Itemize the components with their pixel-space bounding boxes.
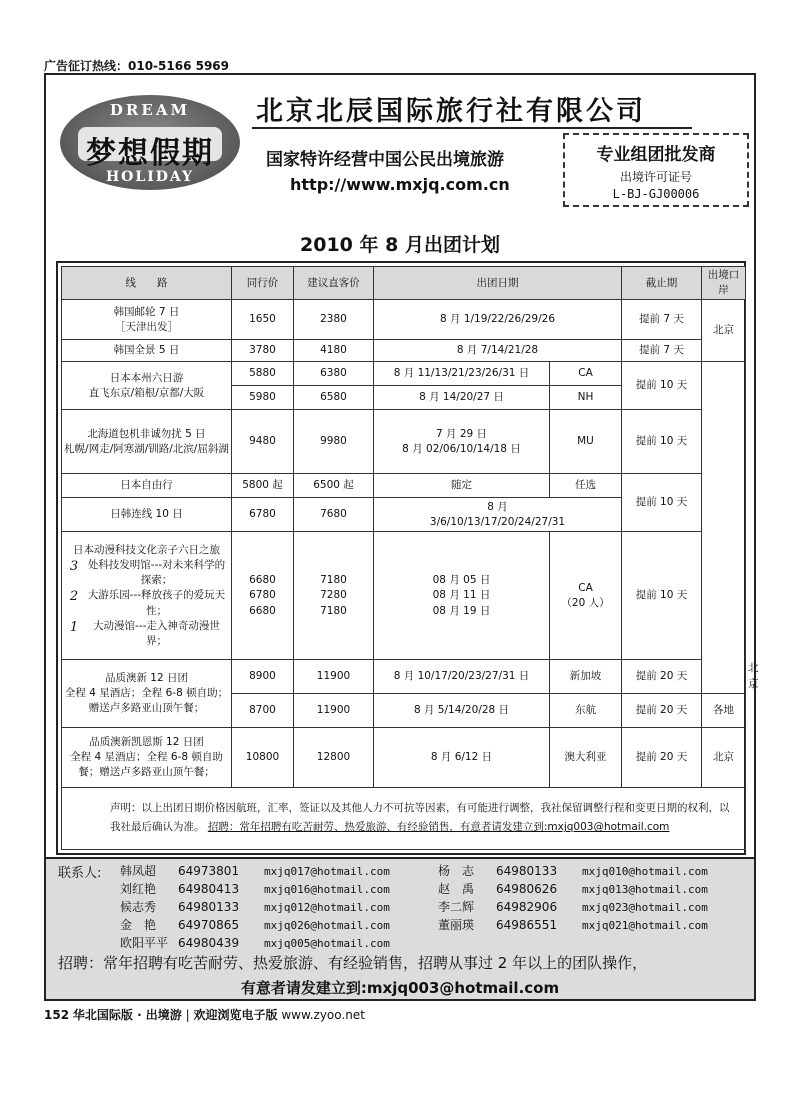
logo-chinese-text: 梦想假期 <box>86 136 214 171</box>
contact-entry <box>438 916 708 933</box>
table-row <box>62 410 746 474</box>
deadline: 提前 20 天 <box>622 693 702 727</box>
airline: CA <box>550 362 622 386</box>
airline: NH <box>550 386 622 410</box>
deadline: 提前 20 天 <box>622 727 702 787</box>
footer-promo: 欢迎浏览电子版 <box>193 1008 278 1022</box>
dream-holiday-logo <box>60 95 240 190</box>
trade-price: 5800 起 <box>232 474 294 498</box>
notice-text: 声明：以上出团日期价格因航班，汇率，签证以及其他人力不可抗等因素，有可能进行调整，我社保留调整行程和变更日期的权利，以我社最后确认为准。 <box>110 801 730 834</box>
contact-phone: 64980626 <box>496 882 558 896</box>
retail-price: 6580 <box>294 386 374 410</box>
license-label: 出境许可证号 <box>619 170 692 184</box>
contact-name: 候志秀 <box>120 900 157 914</box>
deadline: 提前 10 天 <box>622 362 702 410</box>
ad-hotline: 广告征订热线：010-5166 5969 <box>44 59 230 73</box>
list-item <box>64 558 229 588</box>
schedule-table <box>61 266 759 850</box>
contact-name: 欧阳平平 <box>120 936 169 950</box>
retail-price: 6500 起 <box>294 474 374 498</box>
table-row <box>62 300 746 340</box>
contact-email[interactable]: mxjq026@hotmail.com <box>264 919 390 932</box>
contact-name: 杨 志 <box>438 864 475 878</box>
route-cell: 日本本州六日游 直飞东京/箱根/京都/大阪 <box>62 362 232 410</box>
item-text: 大游乐园---释放孩子的爱玩天性； <box>87 589 226 617</box>
airline: CA （20 人） <box>550 532 622 660</box>
contact-phone: 64982906 <box>496 900 558 914</box>
license-box <box>563 133 749 207</box>
trade-price: 5980 <box>232 386 294 410</box>
route-cell: 北海道包机非诚勿扰 5 日 札幌/网走/阿寒湖/钏路/北滨/屈斜湖 <box>62 410 232 474</box>
table-row <box>62 340 746 362</box>
contact-phone: 64970865 <box>178 918 240 932</box>
exit-port: 各地 <box>702 693 746 727</box>
col-departure-date: 出团日期 <box>374 267 622 300</box>
deadline: 提前 10 天 <box>622 474 702 532</box>
retail-price: 11900 <box>294 693 374 727</box>
item-number: 3 <box>69 558 79 574</box>
departure-date: 8 月 14/20/27 日 <box>374 386 550 410</box>
contact-email[interactable]: mxjq005@hotmail.com <box>264 937 390 950</box>
retail-price: 4180 <box>294 340 374 362</box>
contact-entry <box>120 880 390 897</box>
contact-entry <box>438 898 708 915</box>
contact-entry <box>120 862 390 879</box>
contacts-section <box>46 857 754 999</box>
page-number: 152 <box>44 1008 70 1022</box>
route-title: 日本动漫科技文化亲子六日之旅 <box>73 543 220 556</box>
license-number: L-BJ-GJ00006 <box>612 187 700 201</box>
contact-name: 董丽瑛 <box>438 918 475 932</box>
footer-url[interactable]: www.zyoo.net <box>281 1008 365 1022</box>
departure-date: 8 月 1/19/22/26/29/26 <box>374 300 622 340</box>
route-cell: 品质澳新凯恩斯 12 日团 全程 4 星酒店；全程 6-8 顿自助餐；赠送卢多路亚山顶午餐； <box>62 727 232 787</box>
company-name: 北京北辰国际旅行社有限公司 <box>256 96 646 127</box>
logo-dream-text: DREAM <box>109 101 191 119</box>
list-item <box>64 619 229 649</box>
retail-price: 7680 <box>294 498 374 532</box>
trade-price: 5880 <box>232 362 294 386</box>
contact-name: 金 艳 <box>120 918 157 932</box>
trade-price: 10800 <box>232 727 294 787</box>
retail-price: 9980 <box>294 410 374 474</box>
trade-price: 8900 <box>232 660 294 693</box>
table-row <box>62 532 746 660</box>
retail-price: 11900 <box>294 660 374 693</box>
apply-email-text[interactable]: 有意者请发建立到:mxjq003@hotmail.com <box>240 979 560 997</box>
exit-port: 北京 <box>702 727 746 787</box>
website-link[interactable]: http://www.mxjq.com.cn <box>290 175 510 194</box>
contact-phone: 64980439 <box>178 936 240 950</box>
recruit-text: 招聘：常年招聘有吃苦耐劳、热爱旅游、有经验销售，招聘从事过 2 年以上的团队操作， <box>58 954 648 972</box>
table-row <box>62 474 746 498</box>
route-cell: 品质澳新 12 日团 全程 4 星酒店；全程 6-8 顿自助；赠送卢多路亚山顶午餐； <box>62 660 232 727</box>
deadline: 提前 7 天 <box>622 340 702 362</box>
airline: 任选 <box>550 474 622 498</box>
slogan: 国家特许经营中国公民出境旅游 <box>266 150 504 170</box>
departure-date: 7 月 29 日 8 月 02/06/10/14/18 日 <box>374 410 550 474</box>
deadline: 提前 20 天 <box>622 660 702 693</box>
departure-date: 8 月 6/12 日 <box>374 727 550 787</box>
trade-price: 8700 <box>232 693 294 727</box>
departure-date: 8 月 11/13/21/23/26/31 日 <box>374 362 550 386</box>
retail-price: 6380 <box>294 362 374 386</box>
logo-holiday-text: HOLIDAY <box>105 169 195 185</box>
notice-cell <box>62 787 746 849</box>
trade-price: 6680 6780 6680 <box>232 532 294 660</box>
contact-email[interactable]: mxjq017@hotmail.com <box>264 865 390 878</box>
route-cell: 韩国全景 5 日 <box>62 340 232 362</box>
notice-recruit-text: 招聘：常年招聘有吃苦耐劳、热爱旅游、有经验销售，有意者请发建立到:mxjq003@hotmail.com <box>207 821 670 834</box>
item-number: 2 <box>69 589 79 605</box>
airline: 新加坡 <box>550 660 622 693</box>
license-title: 专业组团批发商 <box>596 145 716 165</box>
schedule-table-wrapper <box>56 261 759 855</box>
contact-phone: 64980133 <box>178 900 240 914</box>
footer-section: 华北国际版 · 出境游 <box>72 1008 182 1022</box>
list-item <box>64 588 229 618</box>
trade-price: 1650 <box>232 300 294 340</box>
col-exit-port: 出境口岸 <box>702 267 746 300</box>
page-footer <box>44 1006 365 1023</box>
departure-date: 8 月 5/14/20/28 日 <box>374 693 550 727</box>
departure-date: 随定 <box>374 474 550 498</box>
table-row <box>62 362 746 386</box>
col-deadline: 截止期 <box>622 267 702 300</box>
exit-port-empty <box>702 362 746 693</box>
contact-email[interactable]: mxjq012@hotmail.com <box>264 901 390 914</box>
route-cell: 日韩连线 10 日 <box>62 498 232 532</box>
notice-row <box>62 787 746 849</box>
contact-email[interactable]: mxjq023@hotmail.com <box>582 901 708 914</box>
trade-price: 6780 <box>232 498 294 532</box>
contact-email[interactable]: mxjq016@hotmail.com <box>264 883 390 896</box>
item-number: 1 <box>69 619 79 635</box>
contact-entry <box>120 898 390 915</box>
footer-separator: | <box>185 1008 190 1022</box>
retail-price: 2380 <box>294 300 374 340</box>
route-cell: 日本自由行 <box>62 474 232 498</box>
table-header-row <box>62 267 746 300</box>
departure-date: 08 月 05 日 08 月 11 日 08 月 19 日 <box>374 532 550 660</box>
contact-email[interactable]: mxjq013@hotmail.com <box>582 883 708 896</box>
contacts-label: 联系人: <box>58 866 102 881</box>
contact-name: 刘红艳 <box>120 882 157 896</box>
contact-name: 李二辉 <box>438 900 475 914</box>
route-cell <box>62 532 232 660</box>
departure-date: 8 月 3/6/10/13/17/20/24/27/31 <box>374 498 622 532</box>
item-text: 处科技发明馆---对未来科学的探索； <box>87 558 226 587</box>
contact-entry <box>120 934 390 951</box>
departure-date: 8 月 10/17/20/23/27/31 日 <box>374 660 550 693</box>
contact-email[interactable]: mxjq021@hotmail.com <box>582 919 708 932</box>
contact-name: 赵 禹 <box>438 882 475 896</box>
plan-title: 2010 年 8 月出团计划 <box>300 234 500 256</box>
contact-entry <box>438 862 708 879</box>
airline: MU <box>550 410 622 474</box>
retail-price: 12800 <box>294 727 374 787</box>
contact-phone: 64980133 <box>496 864 558 878</box>
table-row <box>62 727 746 787</box>
exit-port: 北京 <box>702 300 746 362</box>
airline: 东航 <box>550 693 622 727</box>
contact-email[interactable]: mxjq010@hotmail.com <box>582 865 708 878</box>
col-retail-price: 建议直客价 <box>294 267 374 300</box>
departure-date: 8 月 7/14/21/28 <box>374 340 622 362</box>
contact-phone: 64986551 <box>496 918 558 932</box>
contact-name: 韩凤超 <box>120 864 157 878</box>
deadline: 提前 10 天 <box>622 532 702 660</box>
contact-entry <box>120 916 390 933</box>
trade-price: 3780 <box>232 340 294 362</box>
ad-frame <box>44 73 759 1001</box>
table-row: 品质澳新 12 日团 全程 4 星酒店；全程 6-8 顿自助；赠送卢多路亚山顶午餐； 8900 11900 8 月 10/17/20/23/27/31 日 新加坡 提前 20 天 北京 <box>62 660 746 693</box>
item-text: 大动漫馆---走入神奇动漫世界； <box>93 619 220 647</box>
deadline: 提前 10 天 <box>622 410 702 474</box>
contact-phone: 64973801 <box>178 864 240 878</box>
retail-price: 7180 7280 7180 <box>294 532 374 660</box>
contact-phone: 64980413 <box>178 882 240 896</box>
airline: 澳大利亚 <box>550 727 622 787</box>
contact-entry <box>438 880 708 897</box>
col-trade-price: 同行价 <box>232 267 294 300</box>
trade-price: 9480 <box>232 410 294 474</box>
col-route: 线 路 <box>62 267 232 300</box>
route-cell: 韩国邮轮 7 日 ［天津出发］ <box>62 300 232 340</box>
deadline: 提前 7 天 <box>622 300 702 340</box>
company-underline <box>252 127 692 129</box>
